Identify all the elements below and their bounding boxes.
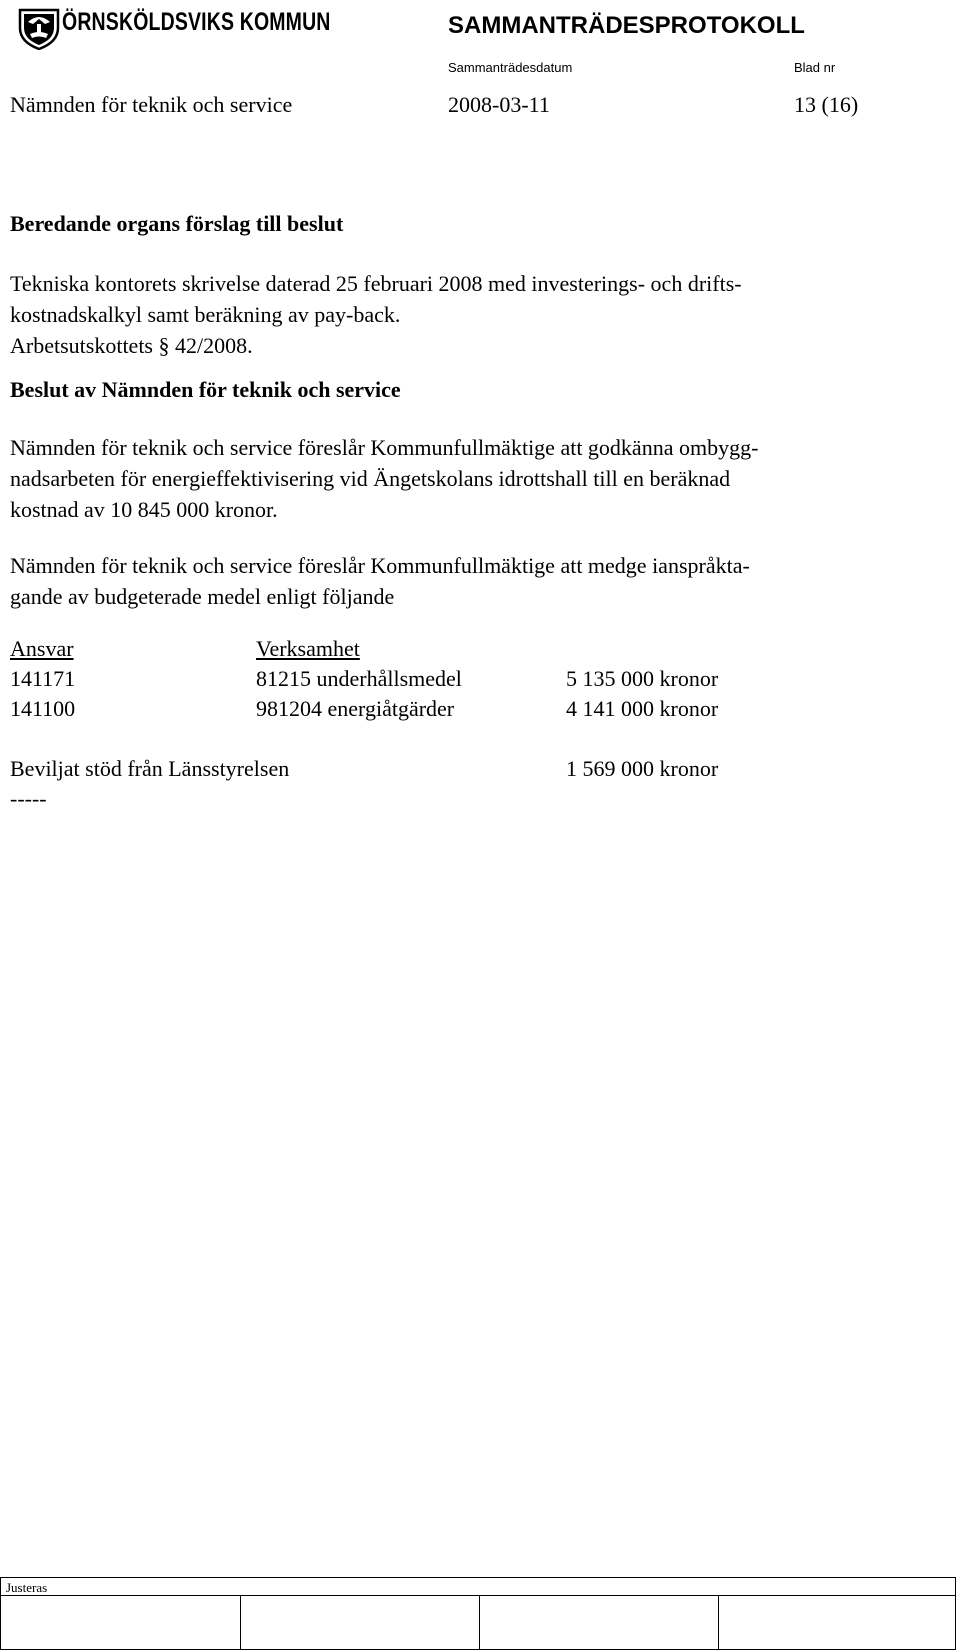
decision-heading: Beslut av Nämnden för teknik och service <box>10 377 401 402</box>
meeting-date: 2008-03-11 <box>448 92 550 117</box>
signature-divider <box>0 1595 956 1596</box>
document-type: SAMMANTRÄDESPROTOKOLL <box>448 12 805 39</box>
table-cell-verksamhet: 81215 underhållsmedel <box>256 666 462 691</box>
table-cell-verksamhet: 981204 energiåtgärder <box>256 696 455 721</box>
decision-line: Nämnden för teknik och service föreslår Kommunfullmäktige att medge ianspråkta- <box>10 553 750 578</box>
decision-line: Nämnden för teknik och service föreslår Kommunfullmäktige att godkänna ombygg- <box>10 435 759 460</box>
page-number: 13 (16) <box>794 92 859 117</box>
table-cell-ansvar: 141171 <box>10 666 76 691</box>
organization-name: ÖRNSKÖLDSVIKS KOMMUN <box>62 8 331 36</box>
proposal-heading: Beredande organs förslag till beslut <box>10 211 344 236</box>
decision-line: gande av budgeterade medel enligt följande <box>10 584 395 609</box>
grant-amount: 1 569 000 kronor <box>566 756 719 781</box>
grant-label: Beviljat stöd från Länsstyrelsen <box>10 756 290 781</box>
table-cell-ansvar: 141100 <box>10 696 76 721</box>
proposal-line: kostnadskalkyl samt beräkning av pay-back. <box>10 302 401 327</box>
signature-label: Justeras <box>6 1580 48 1595</box>
table-cell-amount: 5 135 000 kronor <box>566 666 719 691</box>
signature-field[interactable] <box>240 1595 241 1650</box>
committee-name: Nämnden för teknik och service <box>10 92 293 117</box>
decision-line: kostnad av 10 845 000 kronor. <box>10 497 278 522</box>
end-separator: ----- <box>10 786 47 811</box>
signature-box <box>0 1577 956 1650</box>
signature-field[interactable] <box>479 1595 480 1650</box>
crest-icon <box>18 6 60 50</box>
proposal-paragraph <box>10 268 910 361</box>
signature-field[interactable] <box>718 1595 719 1650</box>
proposal-line: Tekniska kontorets skrivelse daterad 25 februari 2008 med investerings- och drifts- <box>10 271 742 296</box>
meeting-date-label: Sammanträdesdatum <box>448 60 573 75</box>
table-cell-amount: 4 141 000 kronor <box>566 696 719 721</box>
decision-line: nadsarbeten för energieffektivisering vid Ängetskolans idrottshall till en beräknad <box>10 466 731 491</box>
decision-paragraph-2 <box>10 550 910 612</box>
section-sign-icon: § <box>158 333 170 358</box>
column-header-verksamhet: Verksamhet <box>256 636 360 661</box>
page-number-label: Blad nr <box>794 60 836 75</box>
proposal-reference <box>10 330 910 361</box>
column-header-ansvar: Ansvar <box>10 636 74 661</box>
decision-paragraph-1 <box>10 432 910 525</box>
reference-prefix: Arbetsutskottets <box>10 333 153 358</box>
reference-number: 42/2008. <box>175 333 253 358</box>
